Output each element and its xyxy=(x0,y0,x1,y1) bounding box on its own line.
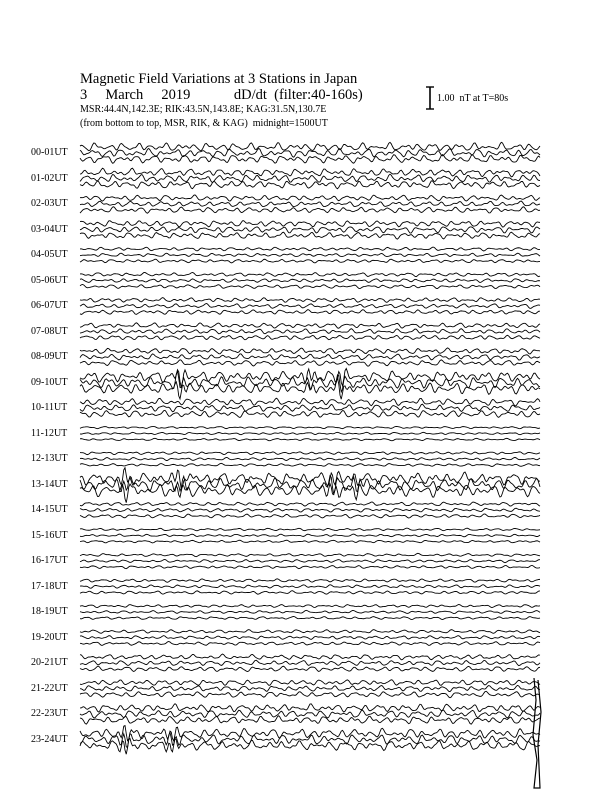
trace-line xyxy=(80,310,540,315)
trace-line xyxy=(80,207,540,213)
trace-line xyxy=(80,691,540,697)
hour-label: 17-18UT xyxy=(31,580,68,592)
trace-line xyxy=(80,298,540,303)
trace-line xyxy=(80,452,540,455)
hour-label: 19-20UT xyxy=(31,631,68,643)
trace-line xyxy=(80,284,540,288)
trace-line xyxy=(80,329,540,334)
trace-line xyxy=(80,304,540,309)
trace-line xyxy=(80,404,540,412)
trace-line xyxy=(80,616,540,619)
hour-label: 00-01UT xyxy=(31,147,68,158)
hour-label: 07-08UT xyxy=(31,325,68,337)
date-filter-line: 3 March 2019 dD/dt (filter:40-160s) xyxy=(80,87,363,103)
hour-label: 14-15UT xyxy=(31,504,68,515)
trace-line xyxy=(80,360,540,366)
trace-line xyxy=(80,630,540,634)
hour-label: 20-21UT xyxy=(31,657,68,668)
hour-label: 04-05UT xyxy=(31,249,68,260)
trace-line xyxy=(80,232,540,239)
trace-line xyxy=(80,716,540,724)
trace-line xyxy=(80,610,540,613)
trace-line xyxy=(80,508,540,512)
trace-line xyxy=(80,354,540,360)
trace-line xyxy=(80,398,540,406)
trace-line xyxy=(80,259,540,263)
trace-line xyxy=(80,174,540,182)
trace-line xyxy=(80,636,540,640)
hour-label: 16-17UT xyxy=(31,555,68,566)
trace-line xyxy=(80,426,540,428)
hour-label: 10-11UT xyxy=(31,402,68,413)
trace-line xyxy=(80,155,540,164)
trace-line xyxy=(80,181,540,189)
hour-label: 12-13UT xyxy=(31,453,68,464)
trace-line xyxy=(80,540,540,543)
trace-line xyxy=(80,566,540,569)
trace-line xyxy=(80,680,540,686)
hour-label: 02-03UT xyxy=(31,198,68,209)
trace-line xyxy=(80,585,540,588)
trace-line xyxy=(80,528,540,531)
trace-line xyxy=(80,484,540,503)
trace-line xyxy=(80,463,540,466)
trace-line xyxy=(80,654,540,660)
hour-label: 11-12UT xyxy=(31,427,68,439)
hour-label: 21-22UT xyxy=(31,682,68,694)
trace-line xyxy=(80,591,540,594)
trace-line xyxy=(80,272,540,276)
trace-line xyxy=(80,726,540,741)
trace-line xyxy=(80,660,540,665)
trace-order-line: (from bottom to top, MSR, RIK, & KAG) midnight=1500UT xyxy=(80,118,328,129)
trace-line xyxy=(80,553,540,556)
trace-line xyxy=(80,579,540,583)
hour-label: 05-06UT xyxy=(31,274,68,286)
trace-line xyxy=(80,335,540,339)
hour-label: 22-23UT xyxy=(31,708,68,719)
trace-line xyxy=(80,438,540,440)
hour-label: 06-07UT xyxy=(31,300,68,311)
hour-label: 15-16UT xyxy=(31,529,68,541)
trace-line xyxy=(80,227,540,233)
trace-line xyxy=(80,323,540,328)
trace-line xyxy=(80,410,540,417)
trace-line xyxy=(80,247,540,251)
hour-label: 23-24UT xyxy=(31,733,68,745)
hour-label: 09-10UT xyxy=(31,376,68,388)
trace-line xyxy=(80,348,540,354)
trace-line xyxy=(80,605,540,608)
trace-line xyxy=(80,641,540,645)
hour-label: 08-09UT xyxy=(31,351,68,362)
trace-line xyxy=(80,666,540,671)
chart-title: Magnetic Field Variations at 3 Stations in Japan xyxy=(80,71,358,87)
trace-line xyxy=(80,168,540,177)
trace-line xyxy=(80,559,540,562)
hour-label: 18-19UT xyxy=(31,606,68,617)
trace-line xyxy=(80,195,540,201)
trace-line xyxy=(80,457,540,460)
trace-line xyxy=(80,685,540,691)
trace-line xyxy=(80,253,540,256)
trace-line xyxy=(80,514,540,518)
hour-label: 01-02UT xyxy=(31,172,68,184)
trace-line xyxy=(80,221,540,227)
trace-line xyxy=(80,201,540,207)
trace-line xyxy=(80,710,540,718)
station-coordinates-line: MSR:44.4N,142.3E; RIK:43.5N,143.8E; KAG:31.5N,130.7E xyxy=(80,104,327,115)
trace-line xyxy=(80,432,540,434)
trace-line xyxy=(80,502,540,506)
trace-line xyxy=(80,368,540,387)
trace-line xyxy=(80,534,540,537)
hour-label: 03-04UT xyxy=(31,223,68,235)
scale-label: 1.00 nT at T=80s xyxy=(437,93,509,104)
hour-label: 13-14UT xyxy=(31,478,68,490)
trace-line xyxy=(80,468,540,489)
trace-line xyxy=(80,279,540,283)
